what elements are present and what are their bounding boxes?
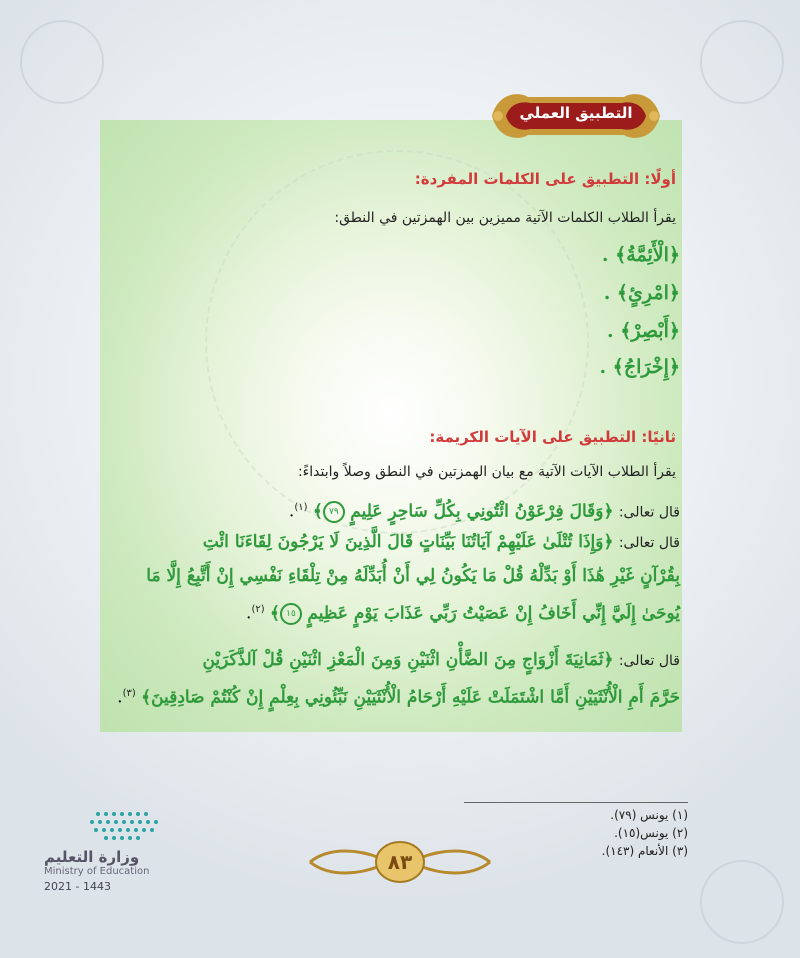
page-number-badge	[300, 836, 500, 888]
ministry-years: 2021 - 1443	[44, 880, 111, 893]
ministry-logo-dots-icon	[40, 806, 190, 846]
verse3-text-line1: ﴿ثَمَانِيَةَ أَزْوَاجٍ مِنَ الضَّأْنِ اثْنَيْنِ وَمِنَ الْمَعْزِ اثْنَيْنِ قُلْ آلذَّكَرَيْنِ	[202, 650, 614, 670]
section1-intro: يقرأ الطلاب الكلمات الآتية مميزين بين الهمزتين في النطق:	[334, 210, 676, 226]
verse1-text: ﴿وَقَالَ فِرْعَوْنُ ائْتُونِي بِكُلِّ سَاحِرٍ عَلِيمٍ	[350, 501, 614, 522]
section2-intro: يقرأ الطلاب الآيات الآتية مع بيان الهمزتين في النطق وصلاً وابتداءً:	[297, 464, 676, 480]
verse2-line-2	[100, 562, 680, 590]
verse2-line-3: يُوحَىٰ إِلَيَّ إِنِّي أَخَافُ إِنْ عَصَيْتُ رَبِّي عَذَابَ يَوْمٍ عَظِيمٍ ١٥﴾ $^{(٢)}$.	[246, 603, 680, 624]
footnote-1: (١) يونس (٧٩).	[610, 808, 688, 822]
ayah-number-badge: ٧٩	[323, 501, 345, 523]
verse3-footnote-ref: (٣)	[122, 688, 136, 699]
corner-ornament-top-left	[20, 20, 104, 104]
ministry-name-en: Ministry of Education	[44, 866, 150, 877]
verse1-footnote-ref: (١)	[294, 502, 308, 513]
verse2-line-1	[100, 528, 680, 557]
word-item-3: ﴿أَبْصِرْ﴾ .	[606, 320, 680, 342]
verse2-text-line1: ﴿وَإِذَا تُتْلَىٰ عَلَيْهِمْ آيَاتُنَا بَيِّنَاتٍ قَالَ الَّذِينَ لَا يَرْجُونَ لِقَاءَنَا ائْتِ	[202, 532, 614, 552]
verse2-text-line2: بِقُرْآنٍ غَيْرِ هَٰذَا أَوْ بَدِّلْهُ قُلْ مَا يَكُونُ لِي أَنْ أُبَدِّلَهُ مِنْ تِلْقَاءِ نَفْسِي إِنْ أَتَّبِعُ إِلَّا مَا	[146, 566, 680, 586]
footnote-3: (٣) الأنعام (١٤٣).	[601, 844, 688, 858]
section-banner	[488, 87, 664, 145]
section1-heading: أولًا: التطبيق على الكلمات المفردة:	[414, 170, 676, 188]
verse3-line-1	[100, 646, 680, 675]
corner-ornament-top-right	[700, 20, 784, 104]
ayah-number-badge: ١٥	[280, 603, 302, 625]
ministry-name-ar: وزارة التعليم	[44, 848, 140, 866]
verse2-intro: قال تعالى:	[618, 535, 680, 551]
verse3-line-2: حَرَّمَ أَمِ الْأُنْثَيَيْنِ أَمَّا اشْتَمَلَتْ عَلَيْهِ أَرْحَامُ الْأُنْثَيَيْنِ نَبِّئُونِي بِعِلْمٍ إِنْ كُنْتُمْ صَادِقِينَ﴾ $^{(٣)}$.	[117, 687, 680, 708]
word-item-1: ﴿الْأَئِمَّةُ﴾ .	[601, 244, 680, 266]
verse1-line: قال تعالى: ﴿وَقَالَ فِرْعَوْنُ ائْتُونِي بِكُلِّ سَاحِرٍ عَلِيمٍ ٧٩﴾ $^{(١)}$.	[288, 501, 680, 522]
verse2-close-bracket: ﴾	[270, 603, 280, 624]
word-item-2: ﴿امْرِئٍ﴾ .	[603, 282, 680, 304]
footnote-2: (٢) يونس(١٥).	[614, 826, 688, 840]
page-number: ٨٣	[387, 850, 413, 874]
section2-heading: ثانيًا: التطبيق على الآيات الكريمة:	[429, 428, 676, 446]
corner-ornament-bottom-right	[700, 860, 784, 944]
verse1-intro: قال تعالى:	[618, 504, 680, 521]
verse3-intro: قال تعالى:	[618, 653, 680, 669]
word-item-4: ﴿إِخْرَاجُ﴾ .	[599, 356, 680, 378]
verse1-close-bracket: ﴾	[312, 501, 323, 522]
verse2-footnote-ref: (٢)	[251, 604, 265, 615]
footnote-divider	[464, 802, 688, 803]
banner-title: التطبيق العملي	[519, 104, 633, 122]
verse2-text-line3: يُوحَىٰ إِلَيَّ إِنِّي أَخَافُ إِنْ عَصَيْتُ رَبِّي عَذَابَ يَوْمٍ عَظِيمٍ	[307, 603, 680, 624]
verse3-text-line2: حَرَّمَ أَمِ الْأُنْثَيَيْنِ أَمَّا اشْتَمَلَتْ عَلَيْهِ أَرْحَامُ الْأُنْثَيَيْنِ نَبِّئُونِي بِعِلْمٍ إِنْ كُنْتُمْ صَادِقِينَ﴾	[141, 687, 680, 708]
